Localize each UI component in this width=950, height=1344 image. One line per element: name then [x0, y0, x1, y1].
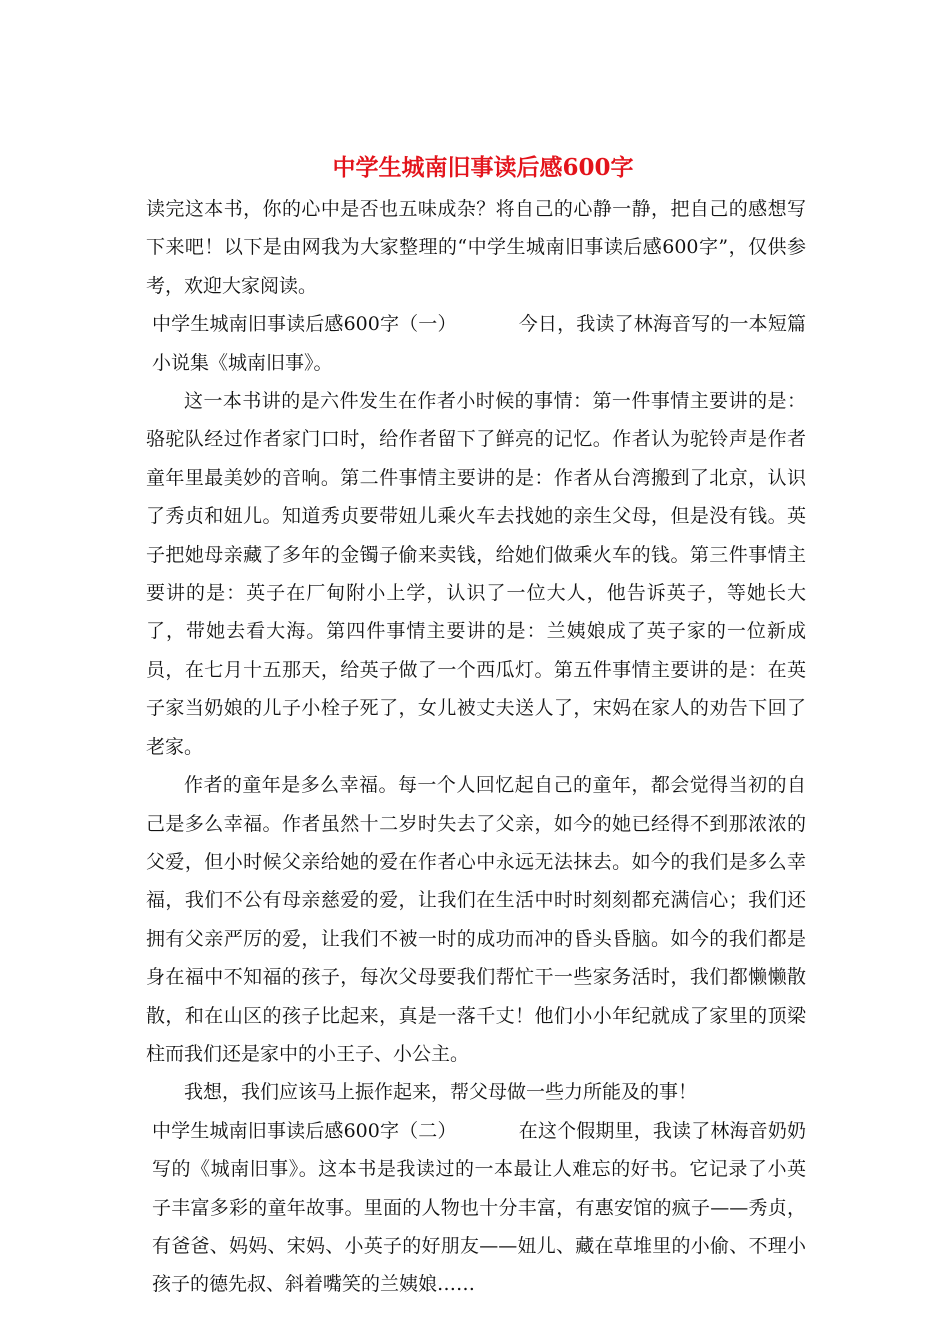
section-1-heading: 中学生城南旧事读后感600字（一）	[152, 313, 457, 336]
section-1-block	[146, 305, 806, 382]
section-2-heading: 中学生城南旧事读后感600字（二）	[152, 1119, 457, 1142]
section-2-lead: 在这个假期里，我读了林海音奶奶写的《城南旧事》。这本书是我读过的一本最让人难忘的好书。它记录了小英子丰富多彩的童年故事。里面的人物也十分丰富，有惠安馆的疯子——秀贞，有爸爸、妈妈、宋妈、小英子的好朋友——妞儿、藏在草堆里的小偷、不理小孩子的德先叔、斜着嘴笑的兰姨娘……	[152, 1119, 806, 1296]
document-page	[146, 148, 806, 1304]
intro-paragraph: 读完这本书，你的心中是否也五味成杂？将自己的心静一静，把自己的感想写下来吧！以下是由网我为大家整理的“中学生城南旧事读后感600字”，仅供参考，欢迎大家阅读。	[146, 198, 806, 297]
section-1-paragraph: 这一本书讲的是六件发生在作者小时候的事情：第一件事情主要讲的是：骆驼队经过作者家门口时，给作者留下了鲜亮的记忆。作者认为驼铃声是作者童年里最美妙的音响。第二件事情主要讲的是：作者从台湾搬到了北京，认识了秀贞和妞儿。知道秀贞要带妞儿乘火车去找她的亲生父母，但是没有钱。英子把她母亲藏了多年的金镯子偷来卖钱，给她们做乘火车的钱。第三件事情主要讲的是：英子在厂甸附小上学，认识了一位大人，他告诉英子，等她长大了，带她去看大海。第四件事情主要讲的是：兰姨娘成了英子家的一位新成员，在七月十五那天，给英子做了一个西瓜灯。第五件事情主要讲的是：在英子家当奶娘的儿子小栓子死了，女儿被丈夫送人了，宋妈在家人的劝告下回了老家。	[146, 390, 806, 758]
section-1-paragraph: 我想，我们应该马上振作起来，帮父母做一些力所能及的事！	[184, 1081, 698, 1104]
document-title: 中学生城南旧事读后感600字	[332, 154, 634, 181]
section-1-paragraph: 作者的童年是多么幸福。每一个人回忆起自己的童年，都会觉得当初的自己是多么幸福。作者虽然十二岁时失去了父亲，如今的她已经得不到那浓浓的父爱，但小时候父亲给她的爱在作者心中永远无法抹去。如今的我们是多么幸福，我们不公有母亲慈爱的爱，让我们在生活中时时刻刻都充满信心；我们还拥有父亲严厉的爱，让我们不被一时的成功而冲的昏头昏脑。如今的我们都是身在福中不知福的孩子，每次父母要我们帮忙干一些家务活时，我们都懒懒散散，和在山区的孩子比起来，真是一落千丈！他们小小年纪就成了家里的顶梁柱而我们还是家中的小王子、小公主。	[146, 774, 806, 1065]
section-2-block	[146, 1112, 806, 1304]
section-1-lead: 今日，我读了林海音写的一本短篇小说集《城南旧事》。	[152, 313, 806, 374]
